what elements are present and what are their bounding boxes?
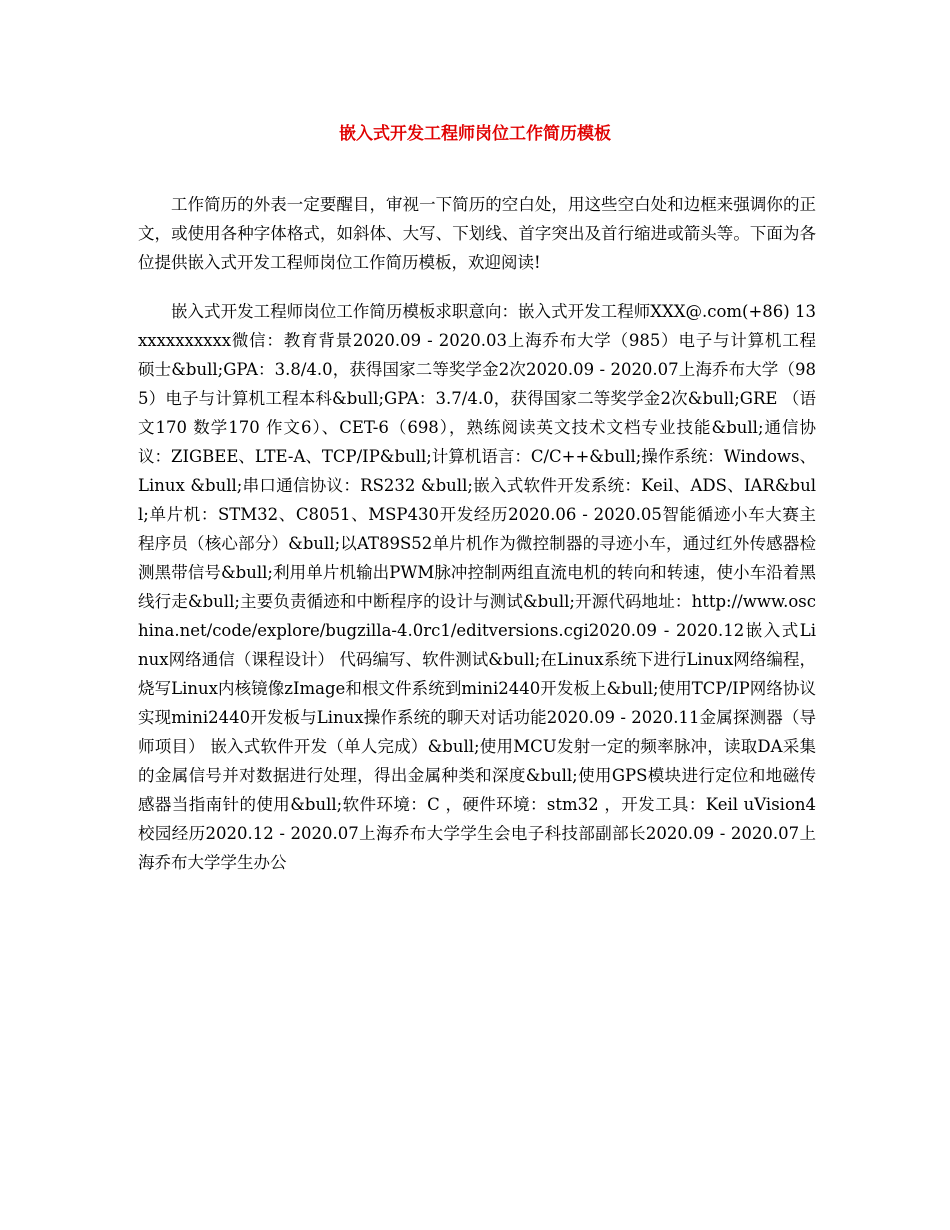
resume-paragraph: 嵌入式开发工程师岗位工作简历模板求职意向：嵌入式开发工程师XXX@.com(+86) 13xxxxxxxxxx微信：教育背景2020.09 - 2020.03上海乔布大学（985）电子与计算机工程 硕士&bull;GPA：3.8/4.0，获得国家二等奖学金2次2020.09 - 2020.07上海乔布大学（985）电子与计算机工程本科&bull;GPA：3.7/4.0，获得国家二等奖学金2次&bull;GRE （语文170 数学170 作文6）、CET-6（698），熟练阅读英文技术文档专业技能&bull;通信协议：ZIGBEE、LTE-A、TCP/IP&bull;计算机语言：C/C++&bull;操作系统：Windows、Linux &bull;串口通信协议：RS232 &bull;嵌入式软件开发系统：Keil、ADS、IAR&bull;单片机：STM32、C8051、MSP430开发经历2020.06 - 2020.05智能循迹小车大赛主程序员（核心部分）&bull;以AT89S52单片机作为微控制器的寻迹小车，通过红外传感器检测黑带信号&bull;利用单片机输出PWM脉冲控制两组直流电机的转向和转速，使小车沿着黑线行走&bull;主要负责循迹和中断程序的设计与测试&bull;开源代码地址：http://www.oschina.net/code/explore/bugzilla-4.0rc1/editversions.cgi2020.09 - 2020.12嵌入式Linux网络通信（课程设计） 代码编写、软件测试&bull;在Linux系统下进行Linux网络编程，烧写Linux内核镜像zImage和根文件系统到mini2440开发板上&bull;使用TCP/IP网络协议实现mini2440开发板与Linux操作系统的聊天对话功能2020.09 - 2020.11金属探测器（导师项目） 嵌入式软件开发（单人完成）&bull;使用MCU发射一定的频率脉冲，读取DA采集的金属信号并对数据进行处理，得出金属种类和深度&bull;使用GPS模块进行定位和地磁传感器当指南针的使用&bull;软件环境：C ，硬件环境：stm32 ，开发工具：Keil uVision4校园经历2020.12 - 2020.07上海乔布大学学生会电子科技部副部长2020.09 - 2020.07上海乔布大学学生办公	[138, 302, 816, 872]
intro-paragraph: 工作简历的外表一定要醒目，审视一下简历的空白处，用这些空白处和边框来强调你的正文，或使用各种字体格式，如斜体、大写、下划线、首字突出及首行缩进或箭头等。下面为各位提供嵌入式开发工程师岗位工作简历模板，欢迎阅读!	[138, 195, 816, 272]
document-title: 嵌入式开发工程师岗位工作简历模板	[339, 124, 611, 144]
